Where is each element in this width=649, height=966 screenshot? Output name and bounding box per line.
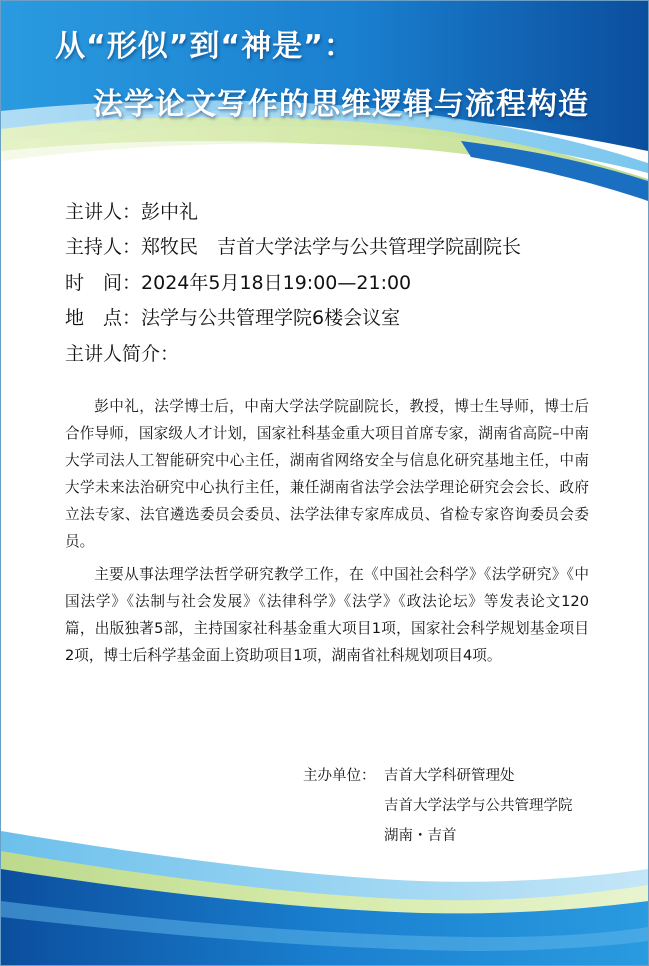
speaker-row xyxy=(65,197,198,224)
host-row xyxy=(65,232,521,259)
poster-title-line2: 法学论文写作的思维逻辑与流程构造 xyxy=(93,87,589,122)
organizer-label: 主办单位： xyxy=(303,768,376,784)
intro-heading: 主讲人简介： xyxy=(65,343,180,365)
place-label: 地 点： xyxy=(65,307,142,329)
time-label: 时 间： xyxy=(65,272,142,294)
speaker-label: 主讲人： xyxy=(65,201,142,223)
place-value: 法学与公共管理学院6楼会议室 xyxy=(141,307,401,329)
time-value: 2024年5月18日19:00—21:00 xyxy=(141,272,412,294)
bio-paragraph-1: 彭中礼，法学博士后，中南大学法学院副院长，教授，博士生导师，博士后合作导师，国家级人才计划，国家社科基金重大项目首席专家，湖南省高院–中南大学司法人工智能研究中心主任，湖南省网络安全与信息化研究基地主任，中南大学未来法治研究中心执行主任，兼任湖南省法学会法学理论研究会会长、政府立法专家、法官遴选委员会委员、法学法律专家库成员、省检专家咨询委员会委员。 xyxy=(65,398,589,550)
organizer-1: 吉首大学科研管理处 xyxy=(384,768,515,784)
host-name: 郑牧民 吉首大学法学与公共管理学院副院长 xyxy=(141,236,522,258)
poster-title-line1: 从“形似”到“神是”： xyxy=(55,29,355,64)
host-label: 主持人： xyxy=(65,236,142,258)
organizer-2: 吉首大学法学与公共管理学院 xyxy=(384,798,573,814)
bio-paragraph-2: 主要从事法理学法哲学研究教学工作，在《中国社会科学》《法学研究》《中国法学》《法制与社会发展》《法律科学》《法学》《政法论坛》等发表论文120篇，出版独著5部，主持国家社科基金重大项目1项，国家社会科学规划基金项目2项，博士后科学基金面上资助项目1项，湖南省社科规划项目4项。 xyxy=(65,566,589,664)
speaker-biography xyxy=(65,393,589,669)
speaker-name: 彭中礼 xyxy=(141,201,199,223)
place-row xyxy=(65,303,400,330)
time-row xyxy=(65,268,411,295)
event-location: 湖南・吉首 xyxy=(384,828,457,844)
